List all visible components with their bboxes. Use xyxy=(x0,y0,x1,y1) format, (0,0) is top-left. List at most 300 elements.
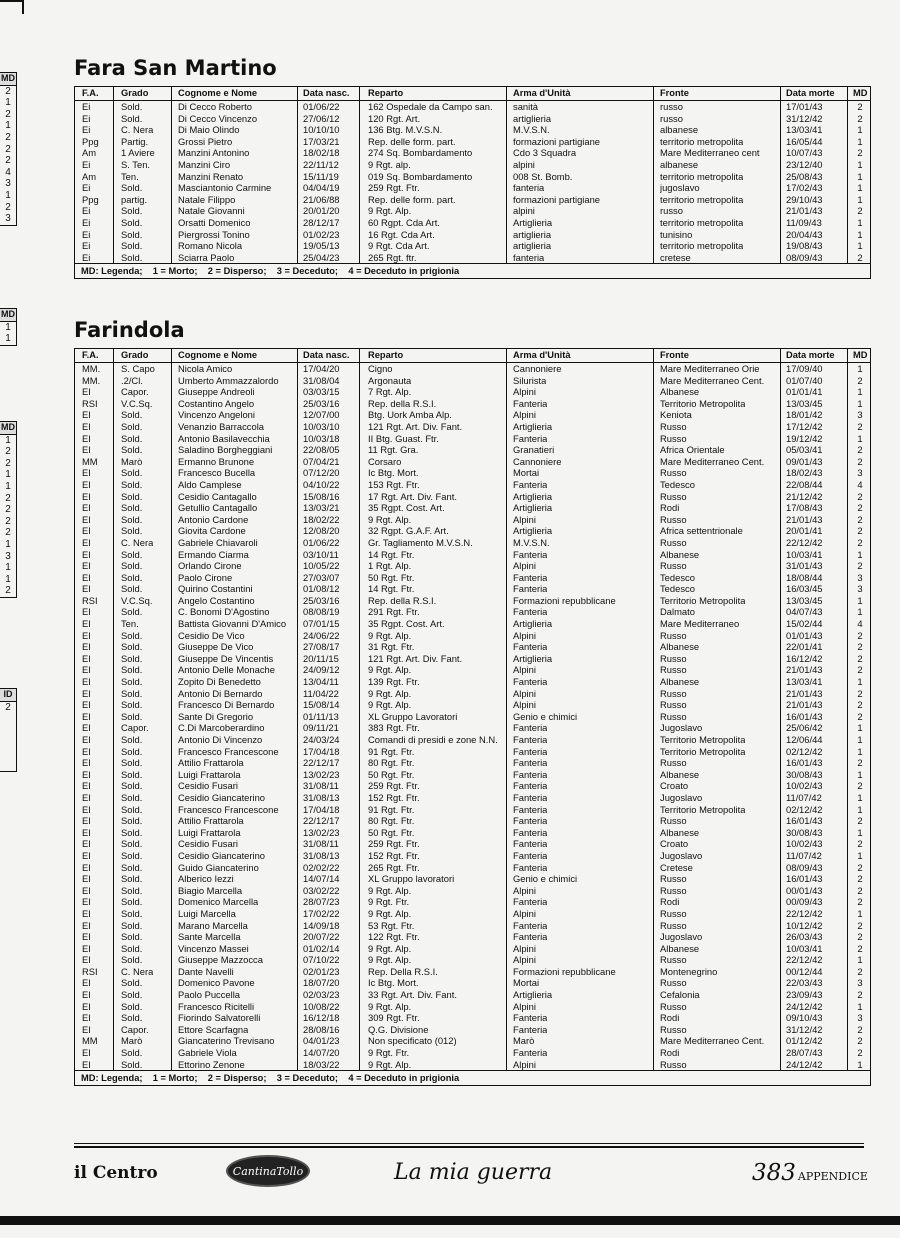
table-row xyxy=(75,699,870,711)
cell-grado: Sold. xyxy=(121,664,143,676)
cell-fa: MM. xyxy=(82,374,101,386)
cell-reparto: 122 Rgt. Ftr. xyxy=(368,931,420,943)
cell-morte: 21/01/43 xyxy=(786,687,823,699)
cell-arma: Alpini xyxy=(513,513,536,525)
cell-fa: EI xyxy=(82,536,91,548)
cell-data: 12/08/20 xyxy=(303,525,340,537)
side-md-box xyxy=(0,421,17,598)
cell-arma: Fanteria xyxy=(513,606,548,618)
cell-fronte: Cefalonia xyxy=(660,989,700,1001)
cell-nome: Masciantonio Carmine xyxy=(178,182,272,194)
cell-reparto: Ic Btg. Mort. xyxy=(368,467,419,479)
cell-grado: Sold. xyxy=(121,478,143,490)
cell-grado: C. Nera xyxy=(121,536,154,548)
cell-nome: Giuseppe De Vincentis xyxy=(178,652,274,664)
table-row xyxy=(75,977,870,989)
cell-morte: 22/12/42 xyxy=(786,954,823,966)
cell-data: 20/07/22 xyxy=(303,931,340,943)
cell-morte: 21/12/42 xyxy=(786,490,823,502)
table-row xyxy=(75,467,870,479)
cell-arma: M.V.S.N. xyxy=(513,124,550,136)
cell-reparto: 91 Rgt. Ftr. xyxy=(368,745,415,757)
cell-fa: Ppg xyxy=(82,193,99,205)
cell-fa: EI xyxy=(82,757,91,769)
cell-fa: EI xyxy=(82,583,91,595)
table-row xyxy=(75,943,870,955)
cell-md: 1 xyxy=(857,907,863,919)
cell-nome: Vincenzo Massei xyxy=(178,942,249,954)
cell-data: 11/04/22 xyxy=(303,687,339,699)
cell-grado: Sold. xyxy=(121,606,143,618)
cell-data: 25/04/23 xyxy=(303,251,340,263)
cell-grado: Sold. xyxy=(121,838,143,850)
cell-morte: 26/03/43 xyxy=(786,931,823,943)
cell-grado: Sold. xyxy=(121,687,143,699)
cell-md: 2 xyxy=(857,147,863,159)
cell-arma: Alpini xyxy=(513,954,536,966)
cell-md: 1 xyxy=(857,216,863,228)
cell-fronte: Russo xyxy=(660,884,687,896)
cell-md: 1 xyxy=(857,768,863,780)
cell-fronte: Albanese xyxy=(660,768,700,780)
cell-data: 10/05/22 xyxy=(303,560,340,572)
cell-arma: Fanteria xyxy=(513,571,548,583)
cell-arma: Artiglieria xyxy=(513,525,553,537)
cell-nome: Natale Filippo xyxy=(178,193,236,205)
cell-grado: S. Capo xyxy=(121,363,155,374)
table-row xyxy=(75,920,870,932)
cell-nome: Giancaterino Trevisano xyxy=(178,1035,275,1047)
cell-data: 12/07/00 xyxy=(303,409,340,421)
appendix-label: APPENDICE xyxy=(797,1170,868,1183)
cell-arma: Silurista xyxy=(513,374,547,386)
cell-fa: EI xyxy=(82,1012,91,1024)
cell-fronte: Russo xyxy=(660,1023,687,1035)
cell-nome: Nicola Amico xyxy=(178,363,233,374)
cell-arma: Fanteria xyxy=(513,896,548,908)
cell-morte: 21/01/43 xyxy=(786,664,823,676)
cell-grado: Marò xyxy=(121,455,143,467)
cell-fa: RSI xyxy=(82,594,98,606)
side-md-value xyxy=(0,736,16,748)
cell-reparto: 9 Rgt. Alp. xyxy=(368,942,412,954)
cell-grado: Ten. xyxy=(121,170,139,182)
cell-data: 13/04/11 xyxy=(303,676,339,688)
cell-morte: 24/12/42 xyxy=(786,1000,823,1012)
table-row xyxy=(75,827,870,839)
column-header-data: Data nasc. xyxy=(303,350,350,360)
cell-reparto: Gr. Tagliamento M.V.S.N. xyxy=(368,536,473,548)
cell-grado: Sold. xyxy=(121,571,143,583)
cell-data: 04/01/23 xyxy=(303,1035,340,1047)
cell-fronte: Territorio Metropolita xyxy=(660,803,746,815)
cell-reparto: 259 Rgt. Ftr. xyxy=(368,780,420,792)
side-md-value: 2 xyxy=(5,446,11,458)
cell-fa: Ei xyxy=(82,182,91,194)
cell-reparto: 9 Rgt. Alp. xyxy=(368,1058,412,1070)
cell-morte: 13/03/41 xyxy=(786,124,823,136)
table-row xyxy=(75,850,870,862)
cell-fa: EI xyxy=(82,954,91,966)
cell-arma: Alpini xyxy=(513,386,536,398)
cell-arma: Artiglieria xyxy=(513,502,553,514)
cell-data: 27/03/07 xyxy=(303,571,340,583)
cell-grado: Sold. xyxy=(121,745,143,757)
cell-fa: EI xyxy=(82,1047,91,1059)
column-header-fronte: Fronte xyxy=(660,350,689,360)
cell-grado: Sold. xyxy=(121,1000,143,1012)
cell-reparto: 50 Rgt. Ftr. xyxy=(368,768,415,780)
table-row xyxy=(75,1012,870,1024)
cell-fa: EI xyxy=(82,699,91,711)
cell-arma: Fanteria xyxy=(513,397,548,409)
cell-morte: 25/08/43 xyxy=(786,170,823,182)
cell-morte: 17/09/40 xyxy=(786,363,823,374)
cell-fa: MM. xyxy=(82,363,101,374)
cell-morte: 10/12/42 xyxy=(786,919,823,931)
cell-grado: Partig. xyxy=(121,135,149,147)
table-header xyxy=(75,87,870,101)
cell-fronte: Russo xyxy=(660,432,687,444)
cell-grado: Sold. xyxy=(121,849,143,861)
cell-md: 3 xyxy=(857,571,863,583)
table-row xyxy=(75,630,870,642)
cell-fa: EI xyxy=(82,896,91,908)
cell-grado: Sold. xyxy=(121,907,143,919)
cell-fronte: Tedesco xyxy=(660,571,695,583)
cell-nome: Antonio Cardone xyxy=(178,513,249,525)
cell-arma: Fanteria xyxy=(513,757,548,769)
cell-data: 31/08/13 xyxy=(303,791,340,803)
side-md-value: 1 xyxy=(5,189,11,201)
cell-morte: 10/02/43 xyxy=(786,780,823,792)
cell-reparto: 291 Rgt. Ftr. xyxy=(368,606,420,618)
cell-morte: 18/08/44 xyxy=(786,571,823,583)
cell-morte: 09/01/43 xyxy=(786,455,823,467)
table-row xyxy=(75,1059,870,1071)
cell-fronte: territorio metropolita xyxy=(660,135,744,147)
cell-nome: Paolo Puccella xyxy=(178,989,241,1001)
cell-reparto: 60 Rgpt. Cda Art. xyxy=(368,216,440,228)
cell-morte: 19/08/43 xyxy=(786,240,823,252)
table-row xyxy=(75,780,870,792)
side-md-value: 1 xyxy=(5,321,11,333)
cell-fa: EI xyxy=(82,768,91,780)
cell-reparto: 9 Rgt. Alp. xyxy=(368,687,412,699)
table-row xyxy=(75,664,870,676)
cell-nome: Attilio Frattarola xyxy=(178,757,244,769)
cell-reparto: Rep. della R.S.I. xyxy=(368,397,437,409)
cell-grado: Sold. xyxy=(121,919,143,931)
cell-morte: 01/01/41 xyxy=(786,386,823,398)
newspaper-name: il Centro xyxy=(74,1163,158,1183)
cell-data: 28/08/16 xyxy=(303,1023,340,1035)
table-row xyxy=(75,1024,870,1036)
cell-fa: EI xyxy=(82,687,91,699)
cell-md: 1 xyxy=(857,363,863,374)
cell-data: 31/08/11 xyxy=(303,780,339,792)
cell-data: 01/06/22 xyxy=(303,101,340,112)
table-row xyxy=(75,1001,870,1013)
cell-fa: Ppg xyxy=(82,135,99,147)
side-md-value: 2 xyxy=(5,515,11,527)
table-row xyxy=(75,375,870,387)
cell-fronte: Mare Mediterraneo Orie xyxy=(660,363,760,374)
column-header-nome: Cognome e Nome xyxy=(178,88,258,98)
cell-arma: Alpini xyxy=(513,664,536,676)
table-row xyxy=(75,1047,870,1059)
cell-grado: Sold. xyxy=(121,815,143,827)
cell-arma: fanteria xyxy=(513,251,545,263)
cell-grado: Sold. xyxy=(121,502,143,514)
cell-arma: Fanteria xyxy=(513,1023,548,1035)
side-md-value: 2 xyxy=(5,201,11,213)
cell-data: 25/03/16 xyxy=(303,397,340,409)
column-header-fronte: Fronte xyxy=(660,88,689,98)
cell-md: 1 xyxy=(857,182,863,194)
cell-fronte: Albanese xyxy=(660,676,700,688)
table-row xyxy=(75,194,870,206)
cell-nome: Sante Marcella xyxy=(178,931,241,943)
cell-md: 2 xyxy=(857,873,863,885)
cell-nome: Cesidio Giancaterino xyxy=(178,791,266,803)
cell-reparto: Rep. delle form. part. xyxy=(368,135,456,147)
cell-md: 2 xyxy=(857,710,863,722)
cell-nome: Antonio Di Vincenzo xyxy=(178,734,263,745)
table-row xyxy=(75,583,870,595)
cell-arma: Genio e chimici xyxy=(513,710,578,722)
cell-arma: Formazioni repubblicane xyxy=(513,965,616,977)
cell-nome: Giovita Cardone xyxy=(178,525,246,537)
table-row xyxy=(75,147,870,159)
cell-fa: EI xyxy=(82,919,91,931)
cell-nome: Getullio Cantagallo xyxy=(178,502,258,514)
cell-nome: Orsatti Domenico xyxy=(178,216,251,228)
cell-arma: Artiglieria xyxy=(513,490,553,502)
cell-morte: 16/01/43 xyxy=(786,873,823,885)
cell-arma: Artiglieria xyxy=(513,652,553,664)
cell-arma: Alpini xyxy=(513,629,536,641)
column-header-md: MD xyxy=(853,88,868,98)
cell-md: 1 xyxy=(857,1000,863,1012)
side-md-value: 1 xyxy=(5,480,11,492)
side-md-value xyxy=(0,748,16,760)
table-row xyxy=(75,386,870,398)
cell-reparto: 32 Rgpt. G.A.F. Art. xyxy=(368,525,449,537)
casualty-table xyxy=(74,348,871,1086)
cell-fronte: Albanese xyxy=(660,386,700,398)
cell-reparto: 9 Rgt. Ftr. xyxy=(368,896,410,908)
cell-fronte: Russo xyxy=(660,699,687,711)
cell-fronte: Russo xyxy=(660,664,687,676)
cell-nome: Antonio Basilavecchia xyxy=(178,432,270,444)
cell-nome: Domenico Marcella xyxy=(178,896,259,908)
cell-data: 07/12/20 xyxy=(303,467,340,479)
side-md-value: 2 xyxy=(5,155,11,167)
cell-data: 18/02/22 xyxy=(303,513,340,525)
cell-fronte: russo xyxy=(660,112,683,124)
cell-fa: EI xyxy=(82,931,91,943)
cell-fa: Ei xyxy=(82,124,91,136)
cell-fronte: Albanese xyxy=(660,641,700,653)
cell-fa: EI xyxy=(82,606,91,618)
table-row xyxy=(75,885,870,897)
cell-grado: Sold. xyxy=(121,942,143,954)
side-md-value: 2 xyxy=(5,108,11,120)
cell-md: 2 xyxy=(857,101,863,112)
column-header-reparto: Reparto xyxy=(368,350,404,360)
cell-md: 1 xyxy=(857,158,863,170)
cell-reparto: 9 Rgt. Alp. xyxy=(368,513,412,525)
cell-nome: Giuseppe Andreoli xyxy=(178,386,255,398)
cell-grado: Sold. xyxy=(121,641,143,653)
cell-reparto: 14 Rgt. Ftr. xyxy=(368,583,415,595)
cell-morte: 01/07/40 xyxy=(786,374,823,386)
cell-fronte: Africa Orientale xyxy=(660,444,725,456)
cell-grado: V.C.Sq. xyxy=(121,397,153,409)
column-divider xyxy=(847,363,848,1070)
cell-fronte: territorio metropolita xyxy=(660,193,744,205)
cell-md: 2 xyxy=(857,205,863,217)
cell-arma: Fanteria xyxy=(513,768,548,780)
column-divider xyxy=(359,363,360,1070)
cell-reparto: 153 Rgt. Ftr. xyxy=(368,478,420,490)
cell-nome: Saladino Borgheggiani xyxy=(178,444,273,456)
cell-fa: EI xyxy=(82,409,91,421)
table-row xyxy=(75,606,870,618)
cell-nome: Biagio Marcella xyxy=(178,884,243,896)
table-row xyxy=(75,722,870,734)
cell-fronte: Territorio Metropolita xyxy=(660,734,746,745)
cell-grado: Sold. xyxy=(121,1047,143,1059)
cell-arma: Fanteria xyxy=(513,826,548,838)
cell-nome: Francesco Bucella xyxy=(178,467,256,479)
cell-data: 14/07/14 xyxy=(303,873,340,885)
cell-morte: 21/01/43 xyxy=(786,205,823,217)
cell-reparto: Non specificato (012) xyxy=(368,1035,457,1047)
column-divider xyxy=(113,349,114,362)
column-divider xyxy=(359,349,360,362)
cell-grado: Capor. xyxy=(121,386,149,398)
cell-morte: 22/12/42 xyxy=(786,536,823,548)
cell-fa: EI xyxy=(82,502,91,514)
cell-morte: 02/12/42 xyxy=(786,803,823,815)
cell-morte: 16/12/42 xyxy=(786,652,823,664)
cell-data: 14/07/20 xyxy=(303,1047,340,1059)
side-md-value xyxy=(0,725,16,737)
cell-fa: Ei xyxy=(82,228,91,240)
cell-fronte: Russo xyxy=(660,873,687,885)
cell-arma: Fanteria xyxy=(513,583,548,595)
table-body xyxy=(75,101,870,264)
cell-grado: Sold. xyxy=(121,240,143,252)
cell-morte: 17/02/43 xyxy=(786,182,823,194)
cell-grado: Sold. xyxy=(121,873,143,885)
cell-fa: MM xyxy=(82,1035,98,1047)
cell-arma: Alpini xyxy=(513,699,536,711)
cell-fronte: Russo xyxy=(660,1000,687,1012)
table-row xyxy=(75,229,870,241)
cell-morte: 10/03/41 xyxy=(786,548,823,560)
table-body xyxy=(75,363,870,1071)
cell-fronte: jugoslavo xyxy=(660,182,700,194)
cell-nome: Gabriele Viola xyxy=(178,1047,237,1059)
cell-grado: Sold. xyxy=(121,490,143,502)
side-md-value: 3 xyxy=(5,178,11,190)
cell-fronte: Russo xyxy=(660,652,687,664)
cell-nome: C.Di Marcoberardino xyxy=(178,722,265,734)
cell-arma: Fanteria xyxy=(513,791,548,803)
cell-reparto: 152 Rgt. Ftr. xyxy=(368,791,420,803)
cell-data: 18/02/18 xyxy=(303,147,340,159)
cell-fa: EI xyxy=(82,560,91,572)
side-md-value: 2 xyxy=(5,527,11,539)
cell-md: 2 xyxy=(857,931,863,943)
cell-nome: Grossi Pietro xyxy=(178,135,233,147)
cell-grado: Sold. xyxy=(121,1012,143,1024)
cell-grado: Sold. xyxy=(121,954,143,966)
cell-md: 2 xyxy=(857,757,863,769)
side-md-value: 4 xyxy=(5,166,11,178)
cell-nome: Venanzio Barraccola xyxy=(178,420,264,432)
cell-arma: artiglieria xyxy=(513,228,552,240)
cell-grado: Sold. xyxy=(121,548,143,560)
cell-arma: Fanteria xyxy=(513,849,548,861)
cell-md: 2 xyxy=(857,1047,863,1059)
side-md-box xyxy=(0,688,17,772)
table-row xyxy=(75,433,870,445)
cell-fronte: Rodi xyxy=(660,896,680,908)
cell-md: 1 xyxy=(857,432,863,444)
cell-md: 1 xyxy=(857,193,863,205)
cell-nome: Antonio Di Bernardo xyxy=(178,687,263,699)
cell-md: 2 xyxy=(857,513,863,525)
cell-fronte: Rodi xyxy=(660,502,680,514)
cell-data: 31/08/13 xyxy=(303,849,340,861)
cell-grado: Sold. xyxy=(121,467,143,479)
section-title: Fara San Martino xyxy=(74,56,277,80)
cell-grado: Ten. xyxy=(121,618,139,630)
cell-grado: partig. xyxy=(121,193,148,205)
column-divider xyxy=(506,363,507,1070)
table-row xyxy=(75,595,870,607)
cell-fa: EI xyxy=(82,791,91,803)
cell-nome: Battista Giovanni D'Amico xyxy=(178,618,287,630)
cell-fronte: Tedesco xyxy=(660,583,695,595)
cell-reparto: 1 Rgt. Alp. xyxy=(368,560,412,572)
table-row xyxy=(75,549,870,561)
cell-fa: Ei xyxy=(82,205,91,217)
cell-data: 01/02/23 xyxy=(303,228,340,240)
cell-morte: 13/03/45 xyxy=(786,397,823,409)
cell-nome: Francesco Francescone xyxy=(178,745,279,757)
cell-morte: 23/09/43 xyxy=(786,989,823,1001)
cell-reparto: XL Gruppo Lavoratori xyxy=(368,710,458,722)
footer-rule xyxy=(74,1146,864,1148)
cell-fa: EI xyxy=(82,803,91,815)
side-md-value xyxy=(0,760,16,772)
cell-grado: Sold. xyxy=(121,525,143,537)
cell-arma: Fanteria xyxy=(513,745,548,757)
cell-fa: EI xyxy=(82,734,91,745)
cell-grado: C. Nera xyxy=(121,124,154,136)
column-divider xyxy=(359,87,360,100)
cell-md: 1 xyxy=(857,791,863,803)
cell-data: 04/10/22 xyxy=(303,478,340,490)
page-number: 383 xyxy=(752,1160,796,1186)
publication-title: La mia guerra xyxy=(394,1160,553,1185)
cell-nome: Romano Nicola xyxy=(178,240,243,252)
